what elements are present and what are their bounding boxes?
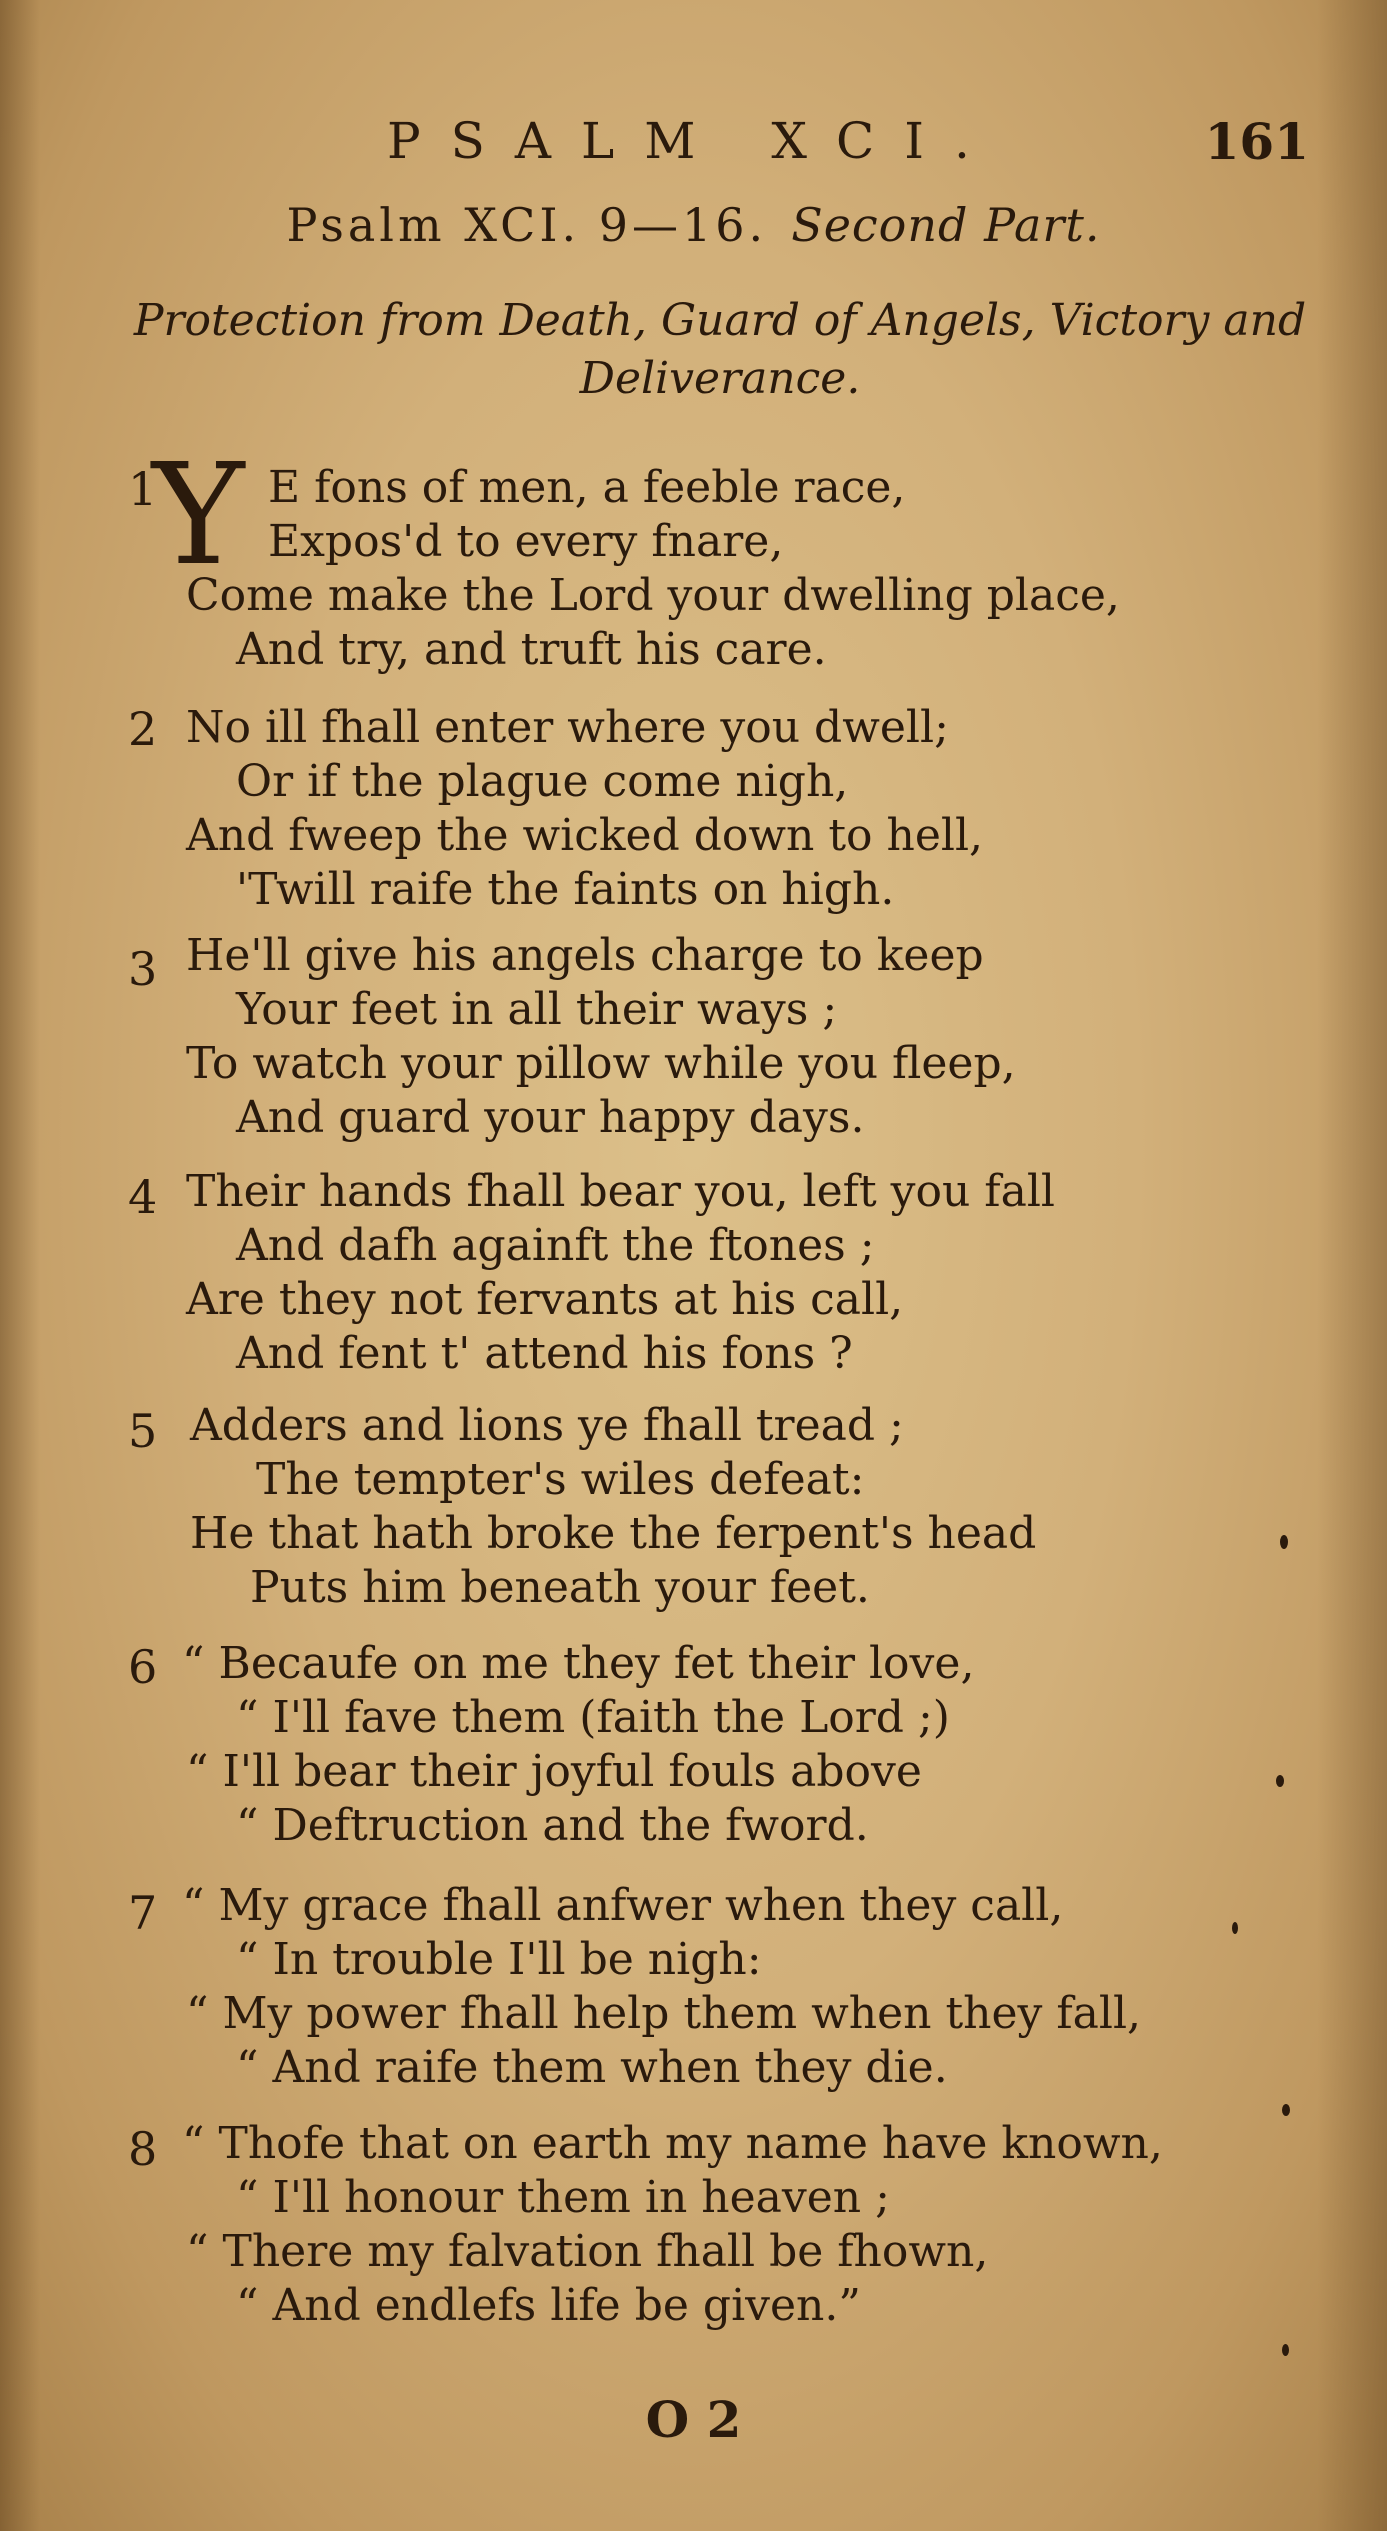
verse-line: He that hath broke the ferpent's head <box>190 1508 1037 1559</box>
verse-line: “ My power fhall help them when they fall, <box>186 1988 1142 2039</box>
verse-line: “ I'll honour them in heaven ; <box>236 2172 890 2223</box>
running-head: PSALM XCI. <box>387 112 1000 170</box>
psalm-subtitle <box>0 198 1387 252</box>
page-shadow-right <box>1317 0 1387 2531</box>
subtitle-main: Psalm XCI. 9—16. <box>286 198 768 252</box>
verse-line: “ I'll fave them (faith the Lord ;) <box>236 1692 950 1743</box>
verse-line: Puts him beneath your feet. <box>250 1562 870 1613</box>
stanza-number: 7 <box>128 1886 158 1940</box>
verse-line: Come make the Lord your dwelling place, <box>186 570 1120 621</box>
verse-line: No ill fhall enter where you dwell; <box>186 702 949 753</box>
ink-speck <box>1282 2104 1290 2116</box>
verse-line: And guard your happy days. <box>236 1092 865 1143</box>
verse-line: Your feet in all their ways ; <box>236 984 838 1035</box>
verse-line: Expos'd to every fnare, <box>268 516 784 567</box>
psalm-argument: Protection from Death, Guard of Angels, Victory and Deliverance. <box>133 295 1307 404</box>
verse-line: “ Becaufe on me they fet their love, <box>182 1638 975 1689</box>
verse-line: And try, and truft his care. <box>236 624 827 675</box>
verse-line: E fons of men, a feeble race, <box>268 462 906 513</box>
verse-line: “ I'll bear their joyful fouls above <box>186 1746 922 1797</box>
verse-line: “ There my falvation fhall be fhown, <box>186 2226 989 2277</box>
verse-line: Are they not fervants at his call, <box>186 1274 904 1325</box>
verse-line: He'll give his angels charge to keep <box>186 930 984 981</box>
verse-line: The tempter's wiles defeat: <box>256 1454 865 1505</box>
verse-line: And dafh againft the ftones ; <box>236 1220 875 1271</box>
ink-speck <box>1276 1775 1284 1787</box>
stanza-number: 4 <box>128 1170 158 1224</box>
page-number: 161 <box>1204 112 1309 171</box>
stanza-number: 5 <box>128 1404 158 1458</box>
stanza-number: 1 <box>128 462 158 516</box>
ink-speck <box>1232 1922 1238 1934</box>
stanza-number: 2 <box>128 702 158 756</box>
verse-line: “ And raife them when they die. <box>236 2042 948 2093</box>
drop-cap: Y <box>152 434 245 597</box>
verse-line: Or if the plague come nigh, <box>236 756 849 807</box>
verse-line: “ Deftruction and the fword. <box>236 1800 869 1851</box>
page-shadow-left <box>0 0 40 2531</box>
verse-line: “ Thofe that on earth my name have known, <box>182 2118 1163 2169</box>
ink-speck <box>1282 2344 1289 2356</box>
signature-mark: O 2 <box>645 2390 742 2449</box>
verse-line: Adders and lions ye fhall tread ; <box>190 1400 904 1451</box>
verse-line: “ My grace fhall anfwer when they call, <box>182 1880 1064 1931</box>
verse-line: And fweep the wicked down to hell, <box>186 810 984 861</box>
verse-line: 'Twill raife the faints on high. <box>236 864 895 915</box>
verse-line: “ In trouble I'll be nigh: <box>236 1934 762 1985</box>
stanza-number: 3 <box>128 942 158 996</box>
verse-line: Their hands fhall bear you, left you fall <box>186 1166 1055 1217</box>
verse-line: And fent t' attend his fons ? <box>236 1328 853 1379</box>
verse-line: To watch your pillow while you fleep, <box>186 1038 1016 1089</box>
stanza-number: 6 <box>128 1640 158 1694</box>
subtitle-part: Second Part. <box>791 198 1101 252</box>
ink-speck <box>1280 1535 1288 1549</box>
verse-line: “ And endlefs life be given.” <box>236 2280 861 2331</box>
stanza-number: 8 <box>128 2122 158 2176</box>
